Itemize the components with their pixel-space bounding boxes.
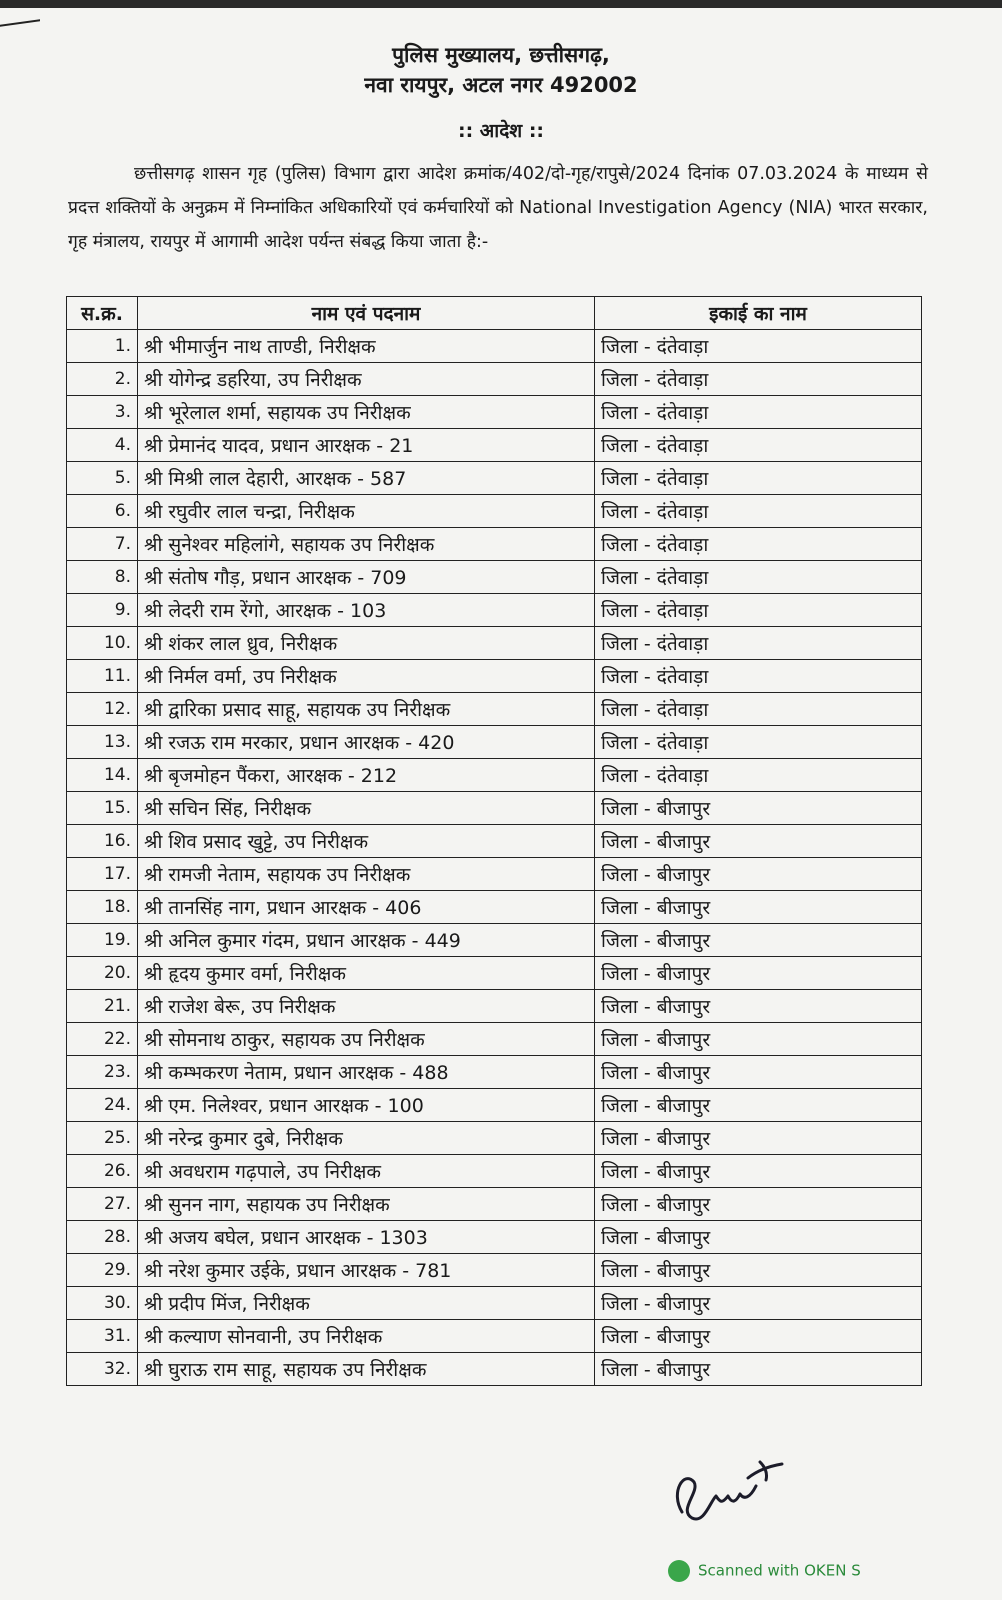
row-serial: 16. — [67, 825, 138, 858]
row-name: श्री शंकर लाल ध्रुव, निरीक्षक — [138, 627, 595, 660]
row-unit: जिला - बीजापुर — [595, 1089, 922, 1122]
row-name: श्री एम. निलेश्वर, प्रधान आरक्षक - 100 — [138, 1089, 595, 1122]
table-row — [67, 726, 922, 759]
row-name: श्री नरेन्द्र कुमार दुबे, निरीक्षक — [138, 1122, 595, 1155]
row-serial: 7. — [67, 528, 138, 561]
scanner-watermark — [668, 1560, 998, 1600]
row-name: श्री नरेश कुमार उईके, प्रधान आरक्षक - 781 — [138, 1254, 595, 1287]
row-serial: 19. — [67, 924, 138, 957]
row-name: श्री संतोष गौड़, प्रधान आरक्षक - 709 — [138, 561, 595, 594]
row-name: श्री प्रदीप मिंज, निरीक्षक — [138, 1287, 595, 1320]
row-name: श्री मिश्री लाल देहारी, आरक्षक - 587 — [138, 462, 595, 495]
row-serial: 3. — [67, 396, 138, 429]
row-unit: जिला - बीजापुर — [595, 1254, 922, 1287]
scanner-text: Scanned with OKEN S — [698, 1561, 861, 1580]
row-serial: 31. — [67, 1320, 138, 1353]
row-name: श्री शिव प्रसाद खुट्टे, उप निरीक्षक — [138, 825, 595, 858]
row-name: श्री भूरेलाल शर्मा, सहायक उप निरीक्षक — [138, 396, 595, 429]
row-serial: 25. — [67, 1122, 138, 1155]
row-serial: 32. — [67, 1353, 138, 1386]
table-row — [67, 1089, 922, 1122]
table-row — [67, 462, 922, 495]
table-row — [67, 1320, 922, 1353]
top-edge — [0, 0, 1002, 8]
table-row — [67, 363, 922, 396]
row-unit: जिला - दंतेवाड़ा — [595, 594, 922, 627]
row-name: श्री सचिन सिंह, निरीक्षक — [138, 792, 595, 825]
table-row — [67, 1056, 922, 1089]
row-name: श्री रामजी नेताम, सहायक उप निरीक्षक — [138, 858, 595, 891]
row-serial: 1. — [67, 330, 138, 363]
row-name: श्री लेदरी राम रेंगो, आरक्षक - 103 — [138, 594, 595, 627]
table-row — [67, 396, 922, 429]
table-row — [67, 1287, 922, 1320]
personnel-table — [66, 296, 922, 1386]
row-unit: जिला - बीजापुर — [595, 1221, 922, 1254]
table-row — [67, 990, 922, 1023]
row-unit: जिला - दंतेवाड़ा — [595, 495, 922, 528]
row-name: श्री कम्भकरण नेताम, प्रधान आरक्षक - 488 — [138, 1056, 595, 1089]
row-unit: जिला - दंतेवाड़ा — [595, 330, 922, 363]
row-serial: 14. — [67, 759, 138, 792]
row-serial: 9. — [67, 594, 138, 627]
row-unit: जिला - दंतेवाड़ा — [595, 462, 922, 495]
row-serial: 8. — [67, 561, 138, 594]
row-unit: जिला - बीजापुर — [595, 1188, 922, 1221]
table-row — [67, 858, 922, 891]
table-row — [67, 924, 922, 957]
row-unit: जिला - दंतेवाड़ा — [595, 693, 922, 726]
row-unit: जिला - दंतेवाड़ा — [595, 429, 922, 462]
page-corner-mark — [0, 0, 40, 27]
row-unit: जिला - दंतेवाड़ा — [595, 363, 922, 396]
table-row — [67, 1254, 922, 1287]
scanner-logo-icon — [668, 1560, 690, 1582]
table-row — [67, 429, 922, 462]
table-row — [67, 528, 922, 561]
table-row — [67, 1122, 922, 1155]
office-name: पुलिस मुख्यालय, छत्तीसगढ़, — [392, 43, 610, 67]
row-unit: जिला - बीजापुर — [595, 858, 922, 891]
signature — [664, 1452, 794, 1530]
table-row — [67, 660, 922, 693]
row-unit: जिला - बीजापुर — [595, 891, 922, 924]
row-unit: जिला - बीजापुर — [595, 1023, 922, 1056]
table-row — [67, 693, 922, 726]
row-unit: जिला - दंतेवाड़ा — [595, 561, 922, 594]
row-serial: 6. — [67, 495, 138, 528]
table-row — [67, 759, 922, 792]
row-unit: जिला - दंतेवाड़ा — [595, 528, 922, 561]
table-header-row — [67, 297, 922, 330]
col-header-serial: स.क्र. — [67, 297, 138, 330]
row-unit: जिला - दंतेवाड़ा — [595, 627, 922, 660]
row-unit: जिला - बीजापुर — [595, 792, 922, 825]
row-name: श्री हृदय कुमार वर्मा, निरीक्षक — [138, 957, 595, 990]
row-serial: 12. — [67, 693, 138, 726]
row-serial: 5. — [67, 462, 138, 495]
order-title: :: आदेश :: — [457, 120, 545, 142]
letterhead — [0, 40, 1002, 100]
row-unit: जिला - बीजापुर — [595, 1056, 922, 1089]
row-name: श्री सुनेश्वर महिलांगे, सहायक उप निरीक्षक — [138, 528, 595, 561]
row-serial: 17. — [67, 858, 138, 891]
row-name: श्री कल्याण सोनवानी, उप निरीक्षक — [138, 1320, 595, 1353]
row-serial: 24. — [67, 1089, 138, 1122]
row-unit: जिला - बीजापुर — [595, 990, 922, 1023]
row-name: श्री राजेश बेरू, उप निरीक्षक — [138, 990, 595, 1023]
table-row — [67, 330, 922, 363]
row-serial: 27. — [67, 1188, 138, 1221]
row-name: श्री सुनन नाग, सहायक उप निरीक्षक — [138, 1188, 595, 1221]
table-row — [67, 627, 922, 660]
row-serial: 30. — [67, 1287, 138, 1320]
row-unit: जिला - बीजापुर — [595, 1320, 922, 1353]
row-name: श्री निर्मल वर्मा, उप निरीक्षक — [138, 660, 595, 693]
row-serial: 4. — [67, 429, 138, 462]
row-name: श्री बृजमोहन पैंकरा, आरक्षक - 212 — [138, 759, 595, 792]
row-unit: जिला - बीजापुर — [595, 957, 922, 990]
row-name: श्री भीमार्जुन नाथ ताण्डी, निरीक्षक — [138, 330, 595, 363]
col-header-name: नाम एवं पदनाम — [138, 297, 595, 330]
row-unit: जिला - दंतेवाड़ा — [595, 726, 922, 759]
table-row — [67, 495, 922, 528]
row-serial: 11. — [67, 660, 138, 693]
row-name: श्री तानसिंह नाग, प्रधान आरक्षक - 406 — [138, 891, 595, 924]
row-serial: 13. — [67, 726, 138, 759]
row-name: श्री द्वारिका प्रसाद साहू, सहायक उप निरीक्षक — [138, 693, 595, 726]
office-address: नवा रायपुर, अटल नगर 492002 — [364, 73, 638, 97]
row-unit: जिला - बीजापुर — [595, 924, 922, 957]
table-row — [67, 792, 922, 825]
row-serial: 28. — [67, 1221, 138, 1254]
table-row — [67, 1155, 922, 1188]
row-unit: जिला - बीजापुर — [595, 1122, 922, 1155]
row-serial: 23. — [67, 1056, 138, 1089]
table-row — [67, 1353, 922, 1386]
row-name: श्री अनिल कुमार गंदम, प्रधान आरक्षक - 449 — [138, 924, 595, 957]
row-serial: 2. — [67, 363, 138, 396]
row-name: श्री रघुवीर लाल चन्द्रा, निरीक्षक — [138, 495, 595, 528]
row-serial: 21. — [67, 990, 138, 1023]
table-row — [67, 957, 922, 990]
row-serial: 29. — [67, 1254, 138, 1287]
row-unit: जिला - बीजापुर — [595, 1353, 922, 1386]
row-unit: जिला - दंतेवाड़ा — [595, 396, 922, 429]
table-row — [67, 561, 922, 594]
row-name: श्री योगेन्द्र डहरिया, उप निरीक्षक — [138, 363, 595, 396]
row-name: श्री घुराऊ राम साहू, सहायक उप निरीक्षक — [138, 1353, 595, 1386]
row-unit: जिला - दंतेवाड़ा — [595, 660, 922, 693]
row-serial: 18. — [67, 891, 138, 924]
table-row — [67, 1221, 922, 1254]
table-row — [67, 891, 922, 924]
table-row — [67, 1188, 922, 1221]
row-serial: 20. — [67, 957, 138, 990]
row-serial: 15. — [67, 792, 138, 825]
row-unit: जिला - दंतेवाड़ा — [595, 759, 922, 792]
row-name: श्री अवधराम गढ़पाले, उप निरीक्षक — [138, 1155, 595, 1188]
row-name: श्री सोमनाथ ठाकुर, सहायक उप निरीक्षक — [138, 1023, 595, 1056]
row-unit: जिला - बीजापुर — [595, 1155, 922, 1188]
row-serial: 10. — [67, 627, 138, 660]
row-unit: जिला - बीजापुर — [595, 825, 922, 858]
row-serial: 22. — [67, 1023, 138, 1056]
col-header-unit: इकाई का नाम — [595, 297, 922, 330]
table-row — [67, 825, 922, 858]
row-unit: जिला - बीजापुर — [595, 1287, 922, 1320]
table-row — [67, 1023, 922, 1056]
row-name: श्री अजय बघेल, प्रधान आरक्षक - 1303 — [138, 1221, 595, 1254]
row-serial: 26. — [67, 1155, 138, 1188]
order-paragraph: छत्तीसगढ़ शासन गृह (पुलिस) विभाग द्वारा आदेश क्रमांक/402/दो-गृह/रापुसे/2024 दिनांक 07.03.2024 के माध्यम से प्रदत्त शक्तियों के अनुक्रम में निम्नांकित अधिकारियों एवं कर्मचारियों को National Investigation Agency (NIA) भारत सरकार, गृह मंत्रालय, रायपुर में आगामी आदेश पर्यन्त संबद्ध किया जाता है:- — [68, 164, 928, 252]
row-name: श्री प्रेमानंद यादव, प्रधान आरक्षक - 21 — [138, 429, 595, 462]
table-row — [67, 594, 922, 627]
row-name: श्री रजऊ राम मरकार, प्रधान आरक्षक - 420 — [138, 726, 595, 759]
